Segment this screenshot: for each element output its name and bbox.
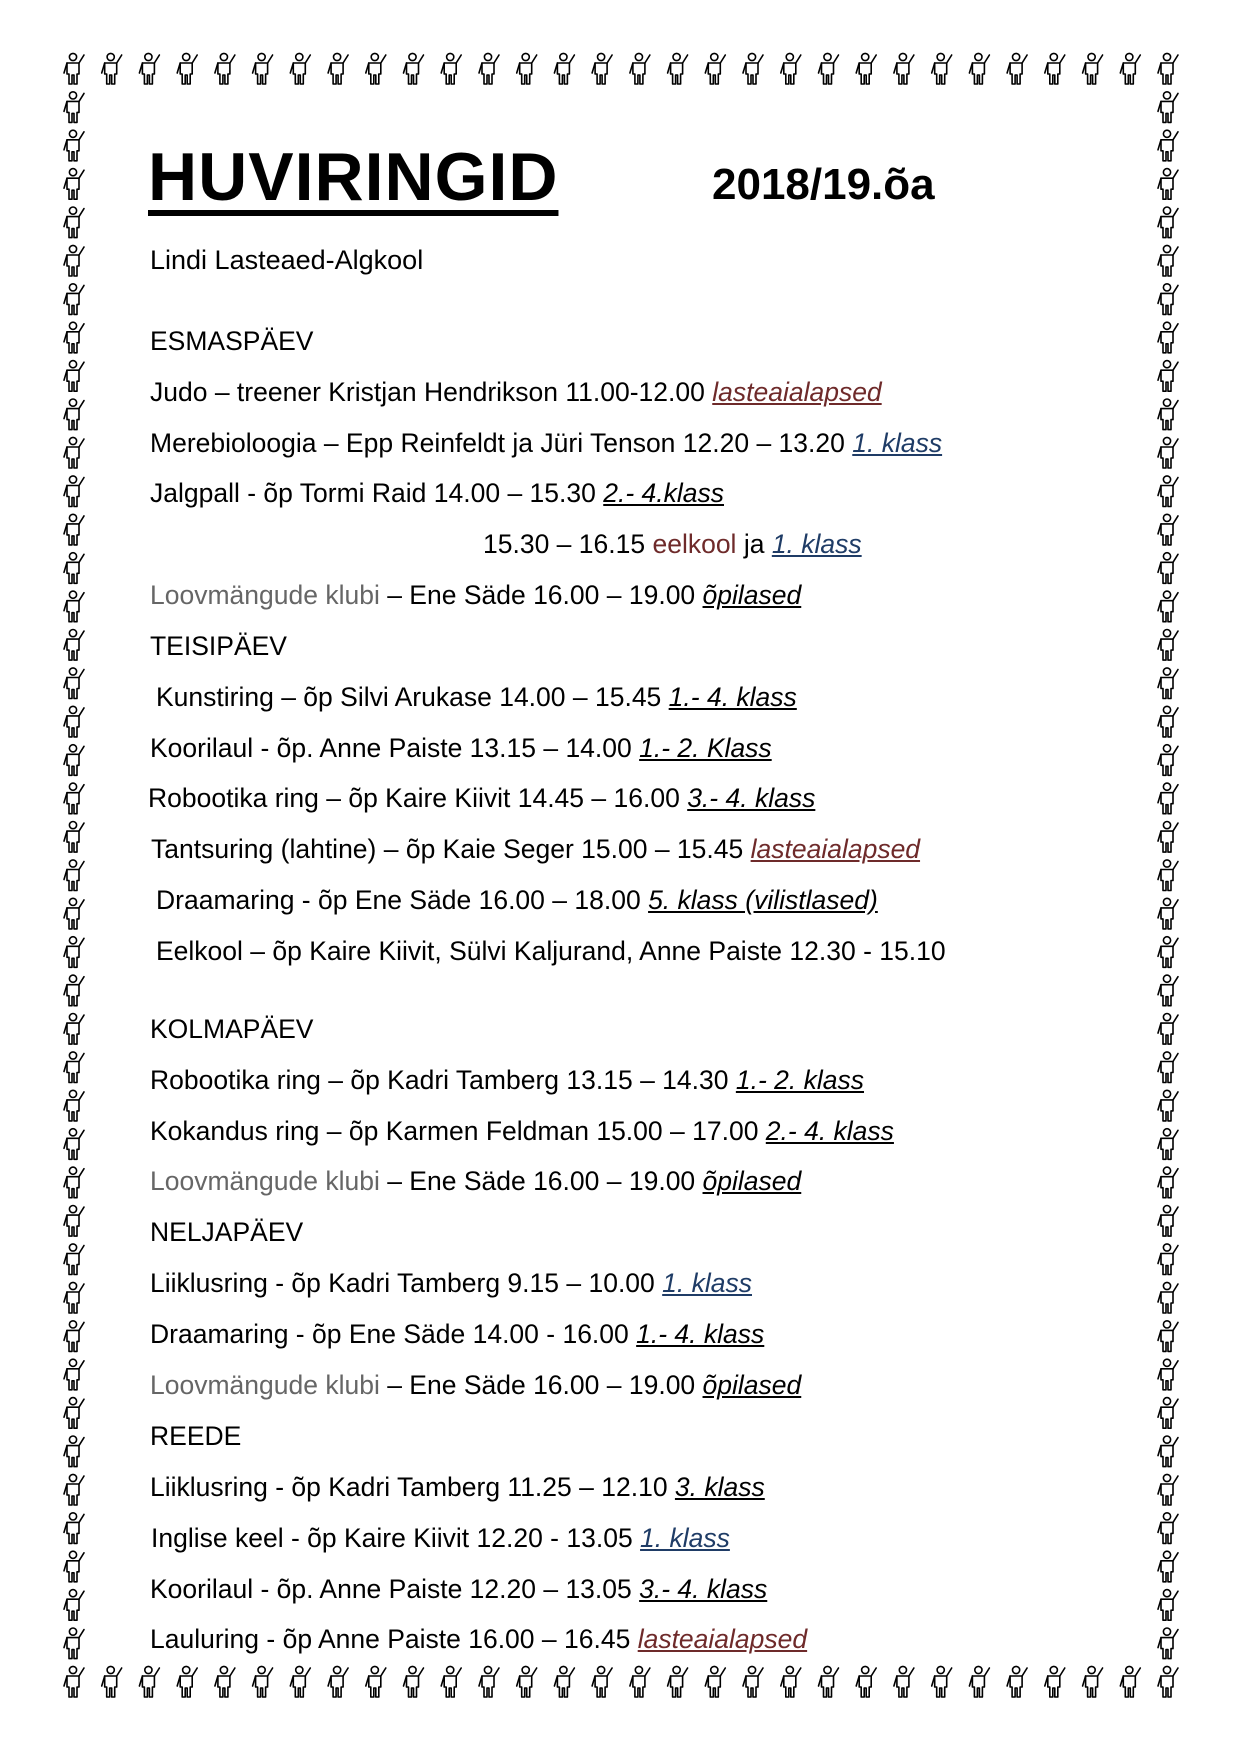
activity-row [150,1370,801,1401]
person-waving-icon [630,53,650,84]
target-group-label: õpilased [702,1370,802,1400]
activity-row [148,783,815,814]
school-name: Lindi Lasteaed-Algkool [150,245,424,275]
person-waving-icon [64,245,84,276]
activity-text: 15.30 – 16.15 [483,529,653,559]
activity-text: – Ene Säde 16.00 – 19.00 [379,1370,703,1400]
person-waving-icon [64,169,84,200]
activity-text: – Ene Säde 16.00 – 19.00 [379,580,703,610]
person-waving-icon [743,1666,763,1697]
person-waving-icon [630,1666,650,1697]
person-waving-icon [1158,1282,1178,1313]
person-waving-icon [64,1359,84,1390]
person-waving-icon [64,630,84,661]
target-group-label: 1.- 4. klass [668,682,797,712]
person-waving-icon [1158,476,1178,507]
person-waving-icon [1158,591,1178,622]
person-waving-icon [64,361,84,392]
activity-text: Draamaring - õp Ene Säde 14.00 - 16.00 [150,1319,637,1349]
activity-row [150,1116,894,1147]
activity-text: – Ene Säde 16.00 – 19.00 [379,1166,703,1196]
activity-text: Draamaring - õp Ene Säde 16.00 – 18.00 [156,885,649,915]
person-waving-icon [1158,284,1178,315]
target-group-label: 3.- 4. klass [639,1574,768,1604]
activity-row [150,1574,767,1605]
person-waving-icon [215,53,235,84]
person-waving-icon [517,1666,537,1697]
activity-row [483,529,862,560]
person-waving-icon [819,53,839,84]
target-group-label: 1. klass [771,529,862,559]
person-waving-icon [894,53,914,84]
person-waving-icon [781,1666,801,1697]
person-waving-icon [64,130,84,161]
activity-row [150,1472,765,1503]
day-heading-monday: ESMASPÄEV [150,326,314,356]
target-group-label: õpilased [702,580,802,610]
person-waving-icon [404,1666,424,1697]
person-waving-icon [64,399,84,430]
person-waving-icon [64,1129,84,1160]
person-waving-icon [404,53,424,84]
target-group-label: 1. klass [852,428,943,458]
person-waving-icon [64,92,84,123]
activity-row [150,1268,752,1299]
person-waving-icon [932,53,952,84]
person-waving-icon [1158,1014,1178,1045]
person-waving-icon [64,591,84,622]
person-waving-icon [253,1666,273,1697]
person-waving-icon [1158,553,1178,584]
person-waving-icon [1158,207,1178,238]
person-waving-icon [328,1666,348,1697]
person-waving-icon [1045,53,1065,84]
person-waving-icon [1158,1052,1178,1083]
person-waving-icon [102,1666,122,1697]
person-waving-icon [668,1666,688,1697]
activity-text: Kunstiring – õp Silvi Arukase 14.00 – 15.45 [156,682,669,712]
person-waving-icon [781,53,801,84]
person-waving-icon [64,1628,84,1659]
person-waving-icon [290,53,310,84]
person-waving-icon [64,783,84,814]
eelkool-text: eelkool [652,529,737,559]
person-waving-icon [1158,514,1178,545]
person-waving-icon [1158,92,1178,123]
person-waving-icon [479,53,499,84]
target-group-label: lasteaialapsed [637,1624,808,1654]
person-waving-icon [1158,1321,1178,1352]
person-waving-icon [64,1551,84,1582]
person-waving-icon [1007,1666,1027,1697]
activity-row [150,428,942,459]
activity-text: Lauluring - õp Anne Paiste 16.00 – 16.45 [150,1624,638,1654]
person-waving-icon [64,1014,84,1045]
person-waving-icon [64,1167,84,1198]
person-waving-icon [1158,822,1178,853]
person-waving-icon [1083,53,1103,84]
day-heading-wednesday: KOLMAPÄEV [150,1014,314,1044]
person-waving-icon [253,53,273,84]
person-waving-icon [1158,1590,1178,1621]
activity-text: Eelkool – õp Kaire Kiivit, Sülvi Kaljurand, Anne Paiste 12.30 - 15.10 [156,936,946,966]
person-waving-icon [177,1666,197,1697]
activity-row [151,834,920,865]
person-waving-icon [64,1321,84,1352]
activity-row [150,377,882,408]
person-waving-icon [1158,706,1178,737]
activity-row [150,1166,801,1197]
person-waving-icon [1158,783,1178,814]
person-waving-icon [64,975,84,1006]
activity-text: Kokandus ring – õp Karmen Feldman 15.00 – 17.00 [150,1116,766,1146]
club-name: Loovmängude klubi [150,1166,380,1196]
day-heading-thursday: NELJAPÄEV [150,1217,304,1247]
person-waving-icon [64,476,84,507]
person-waving-icon [479,1666,499,1697]
person-waving-icon [1158,1513,1178,1544]
person-waving-icon [441,53,461,84]
person-waving-icon [64,53,84,84]
person-waving-icon [1120,53,1140,84]
person-waving-icon [64,1436,84,1467]
person-waving-icon [856,1666,876,1697]
person-waving-icon [215,1666,235,1697]
person-waving-icon [1158,898,1178,929]
school-year: 2018/19.õa [712,160,935,209]
activity-text: Koorilaul - õp. Anne Paiste 12.20 – 13.05 [150,1574,640,1604]
person-waving-icon [1158,245,1178,276]
person-waving-icon [64,745,84,776]
person-waving-icon [1158,1628,1178,1659]
person-waving-icon [64,284,84,315]
person-waving-icon [969,53,989,84]
person-waving-icon [1158,860,1178,891]
person-waving-icon [64,898,84,929]
person-waving-icon [328,53,348,84]
activity-row [156,682,797,713]
person-waving-icon [1158,1359,1178,1390]
person-waving-icon [64,1206,84,1237]
person-waving-icon [1083,1666,1103,1697]
person-waving-icon [366,1666,386,1697]
person-waving-icon [64,706,84,737]
person-waving-icon [64,514,84,545]
person-waving-icon [856,53,876,84]
person-waving-icon [64,437,84,468]
person-waving-icon [1158,399,1178,430]
person-waving-icon [64,860,84,891]
activity-row [150,1319,764,1350]
person-waving-icon [1158,322,1178,353]
person-waving-icon [64,1398,84,1429]
person-waving-icon [1158,1398,1178,1429]
person-waving-icon [1158,630,1178,661]
target-group-label: 1. klass [640,1523,730,1553]
person-waving-icon [64,553,84,584]
person-waving-icon [64,1590,84,1621]
target-group-label: 1.- 2. Klass [639,733,772,763]
activity-text: Liiklusring - õp Kadri Tamberg 11.25 – 12.10 [150,1472,675,1502]
activity-row [156,936,946,967]
activity-row [150,1065,864,1096]
person-waving-icon [290,1666,310,1697]
person-waving-icon [64,1474,84,1505]
target-group-label: 1.- 2. klass [735,1065,864,1095]
person-waving-icon [1158,745,1178,776]
person-waving-icon [554,1666,574,1697]
person-waving-icon [1158,937,1178,968]
activity-text: Judo – treener Kristjan Hendrikson 11.00-12.00 [150,377,713,407]
person-waving-icon [1007,53,1027,84]
activity-text: Merebioloogia – Epp Reinfeldt ja Jüri Tenson 12.20 – 13.20 [150,428,853,458]
activity-row [150,580,801,611]
person-waving-icon [64,322,84,353]
person-waving-icon [668,53,688,84]
target-group-label: 5. klass (vilistlased) [648,885,878,915]
person-waving-icon [1158,53,1178,84]
person-waving-icon [819,1666,839,1697]
activity-text: Koorilaul - õp. Anne Paiste 13.15 – 14.00 [150,733,640,763]
person-waving-icon [1158,1436,1178,1467]
activity-text: Liiklusring - õp Kadri Tamberg 9.15 – 10.00 [150,1268,663,1298]
target-group-label: 1.- 4. klass [636,1319,765,1349]
target-group-label: 3.- 4. klass [687,783,816,813]
person-waving-icon [1158,1090,1178,1121]
person-waving-icon [705,53,725,84]
person-waving-icon [1158,1244,1178,1275]
person-waving-icon [139,53,159,84]
person-waving-icon [1158,1474,1178,1505]
person-waving-icon [64,822,84,853]
person-waving-icon [1158,1206,1178,1237]
activity-row [150,1624,807,1655]
activity-text: Jalgpall - õp Tormi Raid 14.00 – 15.30 [150,478,604,508]
person-waving-icon [102,53,122,84]
day-heading-tuesday: TEISIPÄEV [150,631,287,661]
person-waving-icon [1158,361,1178,392]
target-group-label: lasteaialapsed [750,834,921,864]
person-waving-icon [592,1666,612,1697]
activity-row [151,1523,730,1554]
club-name: Loovmängude klubi [150,580,380,610]
person-waving-icon [64,668,84,699]
activity-text: Robootika ring – õp Kadri Tamberg 13.15 – 14.30 [150,1065,736,1095]
target-group-label: lasteaialapsed [712,377,882,407]
activity-row [150,478,724,509]
person-waving-icon [64,207,84,238]
person-waving-icon [1158,1129,1178,1160]
person-waving-icon [1158,1167,1178,1198]
person-waving-icon [441,1666,461,1697]
target-group-label: õpilased [702,1166,802,1196]
person-waving-icon [366,53,386,84]
target-group-label: 2.- 4.klass [603,478,724,508]
person-waving-icon [64,1090,84,1121]
activity-row [156,885,878,916]
activity-text: Inglise keel - õp Kaire Kiivit 12.20 - 13.05 [151,1523,641,1553]
person-waving-icon [177,53,197,84]
person-waving-icon [1158,437,1178,468]
person-waving-icon [64,937,84,968]
person-waving-icon [1158,130,1178,161]
activity-text: Tantsuring (lahtine) – õp Kaie Seger 15.00 – 15.45 [151,834,751,864]
person-waving-icon [64,1666,84,1697]
person-waving-icon [743,53,763,84]
person-waving-icon [894,1666,914,1697]
person-waving-icon [1120,1666,1140,1697]
person-waving-icon [1158,975,1178,1006]
person-waving-icon [1158,169,1178,200]
person-waving-icon [969,1666,989,1697]
person-waving-icon [64,1244,84,1275]
activity-text: ja [736,529,772,559]
person-waving-icon [1158,1551,1178,1582]
activity-text: Robootika ring – õp Kaire Kiivit 14.45 – 16.00 [148,783,688,813]
activity-row [150,733,772,764]
day-heading-friday: REEDE [150,1421,242,1451]
person-waving-icon [139,1666,159,1697]
person-waving-icon [592,53,612,84]
page-title: HUVIRINGID [148,139,559,215]
person-waving-icon [1045,1666,1065,1697]
target-group-label: 2.- 4. klass [765,1116,894,1146]
person-waving-icon [64,1513,84,1544]
person-waving-icon [64,1282,84,1313]
person-waving-icon [705,1666,725,1697]
person-waving-icon [554,53,574,84]
person-waving-icon [517,53,537,84]
person-waving-icon [1158,1666,1178,1697]
club-name: Loovmängude klubi [150,1370,380,1400]
person-waving-icon [64,1052,84,1083]
person-waving-icon [932,1666,952,1697]
target-group-label: 1. klass [662,1268,752,1298]
target-group-label: 3. klass [674,1472,765,1502]
person-waving-icon [1158,668,1178,699]
